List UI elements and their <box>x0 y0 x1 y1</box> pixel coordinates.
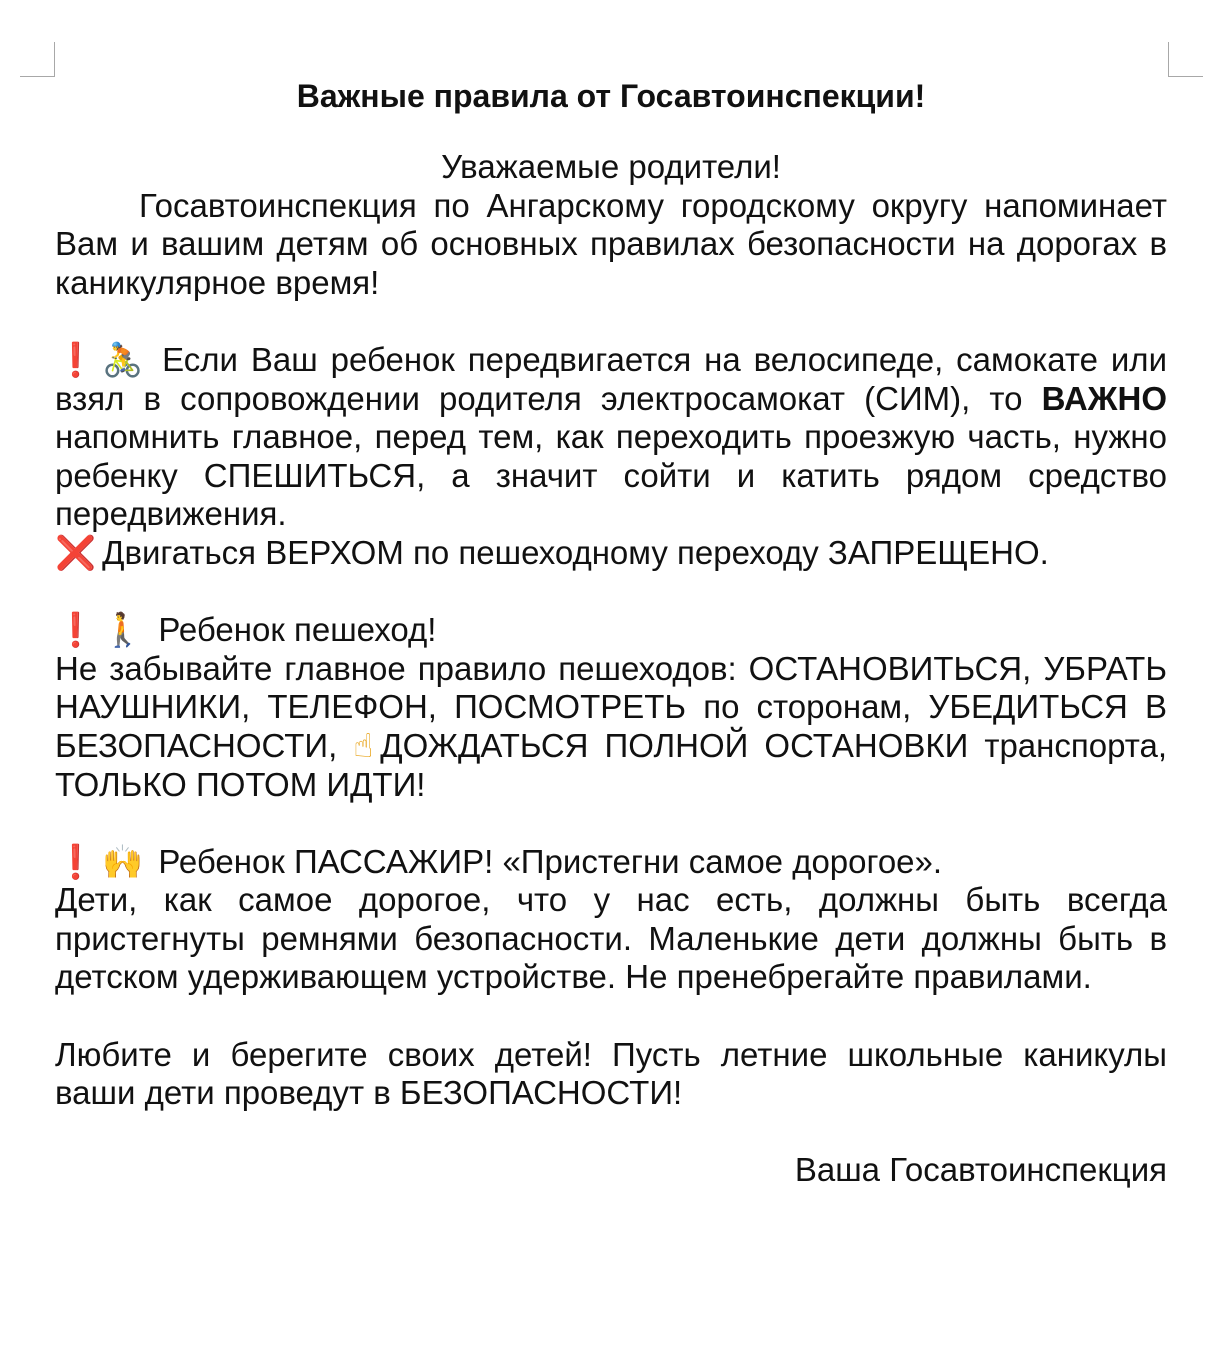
closing-paragraph: Любите и берегите своих детей! Пусть летние школьные каникулы ваши дети проведут в БЕЗОПАСНОСТИ! <box>55 1035 1167 1112</box>
spacer <box>55 120 1167 148</box>
raised-hands-icon: 🙌 <box>102 841 144 881</box>
pedestrian-text-b: ДОЖДАТЬСЯ ПОЛНОЙ ОСТАНОВКИ транспорта, ТОЛЬКО ПОТОМ ИДТИ! <box>55 726 1167 803</box>
passenger-heading-text: Ребенок ПАССАЖИР! «Пристегни самое дорогое». <box>158 842 943 880</box>
section-pedestrian-heading <box>55 611 1167 650</box>
pedestrian-text-a: Не забывайте главное правило пешеходов: ОСТАНОВИТЬСЯ, УБРАТЬ НАУШНИКИ, ТЕЛЕФОН, ПОСМОТРЕТЬ по сторонам, УБЕДИТЬСЯ В БЕЗОПАСНОСТИ, <box>55 649 1167 764</box>
document-page <box>55 72 1167 1190</box>
passenger-paragraph: Дети, как самое дорогое, что у нас есть, должны быть всегда пристегнуты ремнями безопасности. Маленькие дети должны быть в детском удерживающем устройстве. Не пренебрегайте правилами. <box>55 881 1167 996</box>
document-title: Важные правила от Госавтоинспекции! <box>296 78 926 114</box>
intro-paragraph: Госавтоинспекция по Ангарскому городскому округу напоминает Вам и вашим детям об основных правилах безопасности на дорогах в каникулярное время! <box>55 186 1167 301</box>
page-corner-mark-top-right <box>1168 42 1203 77</box>
cyclist-warning <box>55 534 1167 573</box>
cyclist-important: ВАЖНО <box>1041 379 1167 417</box>
exclamation-icon: ❗ <box>55 610 97 650</box>
page-corner-mark-top-left <box>20 42 55 77</box>
spacer <box>55 302 1167 341</box>
section-cyclist <box>55 341 1167 534</box>
exclamation-icon: ❗ <box>55 339 97 379</box>
spacer <box>55 997 1167 1036</box>
spacer <box>55 573 1167 612</box>
section-passenger-heading <box>55 843 1167 882</box>
exclamation-icon: ❗ <box>55 841 97 881</box>
pedestrian-paragraph <box>55 650 1167 804</box>
cyclist-icon: 🚴 <box>102 339 144 379</box>
pedestrian-icon: 🚶 <box>102 610 144 650</box>
cyclist-text-b: напомнить главное, перед тем, как переходить проезжую часть, нужно ребенку СПЕШИТЬСЯ, а значит сойти и катить рядом средство передвижения. <box>55 418 1167 533</box>
spacer <box>55 804 1167 843</box>
pedestrian-heading-text: Ребенок пешеход! <box>158 611 437 649</box>
greeting: Уважаемые родители! <box>441 148 781 185</box>
cyclist-warning-text: Двигаться ВЕРХОМ по пешеходному переходу ЗАПРЕЩЕНО. <box>102 533 1049 571</box>
spacer <box>55 1113 1167 1152</box>
signature: Ваша Госавтоинспекция <box>794 1151 1167 1189</box>
cross-icon: ❌ <box>55 532 97 572</box>
cyclist-text-a: Если Ваш ребенок передвигается на велосипеде, самокате или взял в сопровождении родителя электросамокат (СИМ), то <box>55 340 1167 417</box>
pointing-up-icon: ☝ <box>353 725 381 765</box>
